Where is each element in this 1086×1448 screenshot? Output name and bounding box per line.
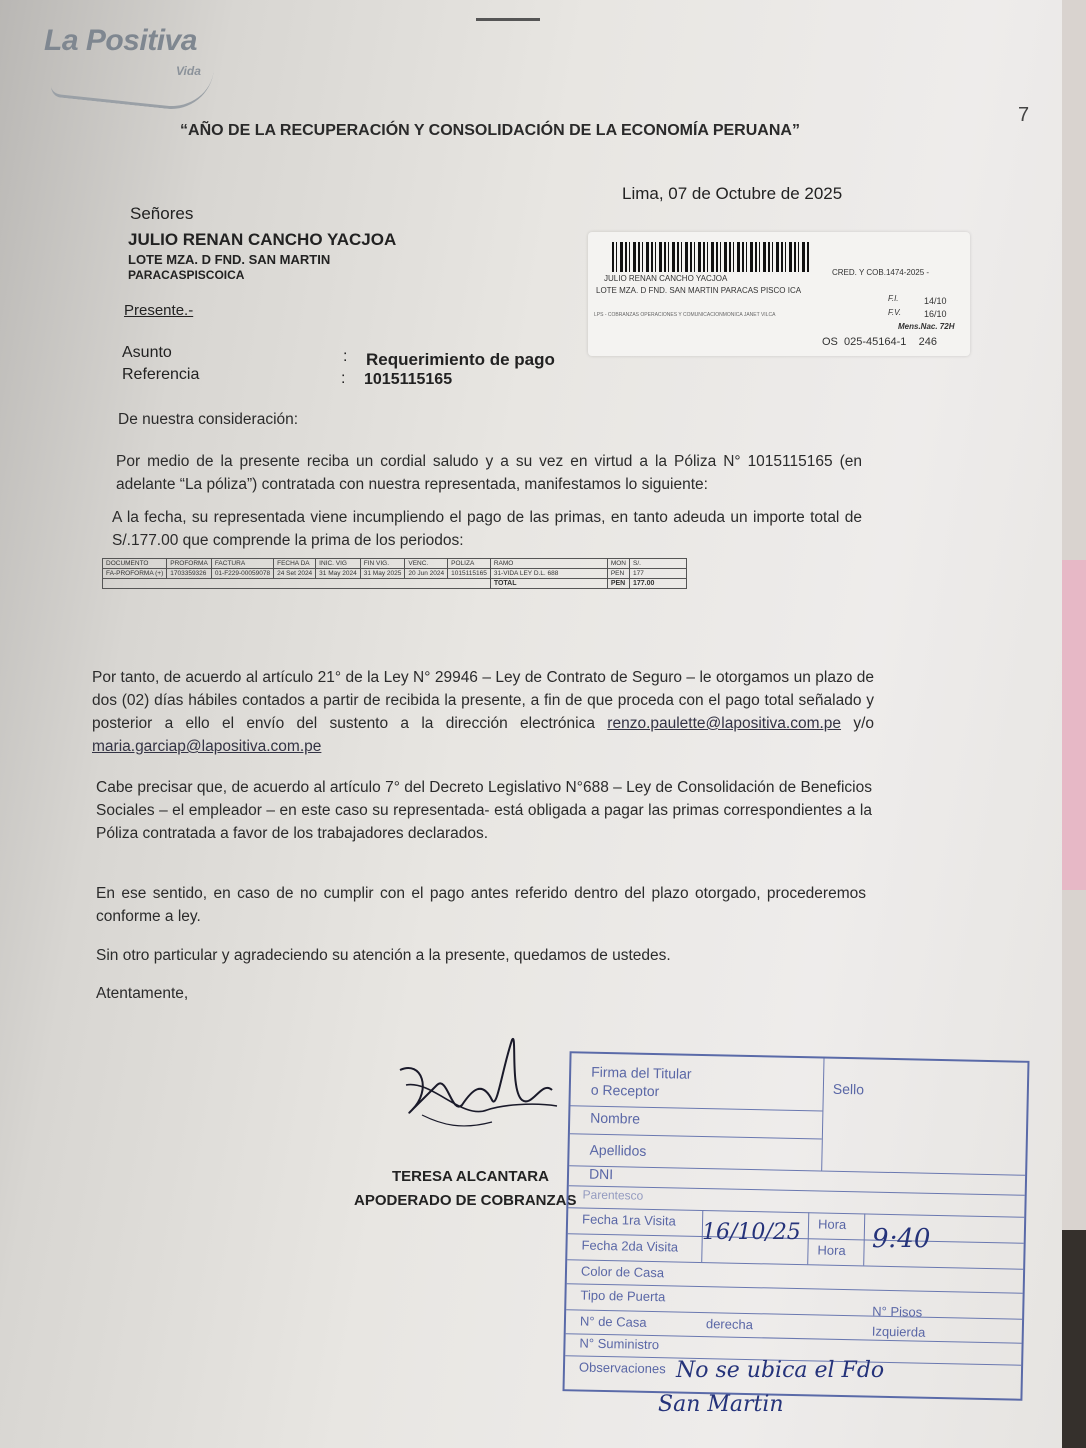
handwritten-observation-2: San Martin	[658, 1392, 784, 1417]
handwritten-date: 16/10/25	[702, 1220, 801, 1245]
table-row	[103, 569, 687, 579]
label-os: OS 025-45164-1 246	[822, 336, 937, 348]
closing: Atentamente,	[96, 985, 189, 1002]
background-pink-strip	[1062, 560, 1086, 890]
label-mens: Mens.Nac. 72H	[898, 322, 955, 331]
stamp-line	[570, 1133, 822, 1139]
stamp-hora-1: Hora	[817, 1216, 847, 1233]
paragraph-6: Sin otro particular y agradeciendo su atención a la presente, quedamos de ustedes.	[96, 947, 671, 964]
total-row	[103, 579, 687, 589]
cell-ramo: 31-VIDA LEY D.L. 688	[490, 569, 607, 579]
paragraph-1: Por medio de la presente reciba un cordial saludo y a su vez en virtud a la Póliza N° 1015115165 (en adelante “La póliza”) contratada con nuestra representada, manifestamos lo siguiente:	[116, 453, 862, 493]
label-dept: LPS - COBRANZAS OPERACIONES Y COMUNICACIONMONICA JANET VILCA	[594, 312, 776, 318]
top-dash-mark	[476, 18, 540, 21]
th-ramo: RAMO	[490, 559, 607, 569]
stamp-derecha: derecha	[705, 1316, 754, 1333]
stamp-dni: DNI	[588, 1165, 614, 1183]
stamp-apellidos: Apellidos	[589, 1141, 647, 1159]
paragraph-2: A la fecha, su representada viene incumpliendo el pago de las primas, en tanto adeuda un importe total de S/.177.00 que comprende la prima de los periodos:	[112, 509, 862, 549]
th-mon: MON	[607, 559, 629, 569]
signer-name: TERESA ALCANTARA	[392, 1168, 549, 1185]
cell-fecha: 24 Set 2024	[274, 569, 316, 579]
signer-role: APODERADO DE COBRANZAS	[354, 1192, 577, 1209]
company-logo: La Positiva	[44, 24, 197, 57]
asunto-label: Asunto	[122, 344, 172, 361]
label-cred: CRED. Y COB.1474-2025 -	[832, 268, 930, 277]
stamp-fecha-2: Fecha 2da Visita	[581, 1237, 679, 1255]
label-fi: 14/10	[924, 296, 947, 306]
email-link-2[interactable]: maria.garciap@lapositiva.com.pe	[92, 738, 322, 755]
th-fin-vig: FIN VIG.	[360, 559, 405, 569]
stamp-parentesco: Parentesco	[582, 1187, 644, 1203]
background-dark-strip	[1062, 1230, 1086, 1448]
stamp-hora-2: Hora	[817, 1242, 846, 1259]
referencia-value: 1015115165	[364, 371, 453, 388]
total-mon: PEN	[607, 579, 629, 589]
debt-table	[102, 558, 687, 589]
total-label: TOTAL	[490, 579, 607, 589]
stamp-pisos: N° Pisos	[872, 1303, 923, 1320]
handwritten-observation-1: No se ubica el Fdo	[676, 1358, 885, 1383]
label-fi-label: F.I.	[888, 294, 899, 303]
asunto-value: Requerimiento de pago	[366, 350, 555, 369]
th-inic-vig: INIC. VIG	[316, 559, 361, 569]
paragraph-3	[92, 666, 874, 758]
total-value: 177.00	[630, 579, 687, 589]
email-separator: y/o	[841, 715, 875, 732]
cell-factura: 01-F229-00059078	[211, 569, 273, 579]
stamp-ncasa: N° de Casa	[579, 1313, 647, 1330]
referencia-label: Referencia	[122, 366, 200, 383]
salutation: Señores	[130, 204, 194, 223]
letter-date: Lima, 07 de Octubre de 2025	[622, 184, 843, 203]
stamp-sello: Sello	[832, 1080, 865, 1098]
stamp-observaciones: Observaciones	[578, 1359, 666, 1377]
recipient-address-2: PARACASPISCOICA	[128, 268, 245, 282]
company-logo-sub: Vida	[176, 64, 201, 78]
th-fecha: FECHA DA	[274, 559, 316, 569]
handwritten-time: 9:40	[872, 1224, 931, 1254]
cell-mon: PEN	[607, 569, 629, 579]
presente-label: Presente.-	[124, 302, 194, 319]
barcode-icon	[612, 242, 810, 272]
stamp-fecha-1: Fecha 1ra Visita	[581, 1211, 676, 1229]
email-link-1[interactable]: renzo.paulette@lapositiva.com.pe	[607, 715, 842, 732]
stamp-tipo: Tipo de Puerta	[580, 1287, 666, 1305]
label-fv-label: F.V.	[888, 308, 902, 317]
th-poliza: POLIZA	[448, 559, 491, 569]
asunto-colon: :	[343, 348, 348, 365]
recipient-address-1: LOTE MZA. D FND. SAN MARTIN	[128, 252, 331, 267]
th-amount: S/.	[630, 559, 687, 569]
stamp-line	[569, 1165, 1025, 1176]
stamp-receptor: o Receptor	[590, 1081, 660, 1100]
th-factura: FACTURA	[211, 559, 273, 569]
year-title: “AÑO DE LA RECUPERACIÓN Y CONSOLIDACIÓN DE LA ECONOMÍA PERUANA”	[180, 122, 800, 139]
cell-documento: FA-PROFORMA (+)	[103, 569, 167, 579]
label-name: JULIO RENAN CANCHO YACJOA	[604, 274, 728, 283]
stamp-izquierda: Izquierda	[871, 1323, 926, 1340]
cell-proforma: 1703359326	[167, 569, 212, 579]
paragraph-5: En ese sentido, en caso de no cumplir con el pago antes referido dentro del plazo otorgado, procederemos conforme a ley.	[96, 885, 866, 925]
stamp-nombre: Nombre	[590, 1109, 641, 1127]
th-venc: VENC.	[405, 559, 448, 569]
cell-poliza: 1015115165	[448, 569, 491, 579]
recipient-name: JULIO RENAN CANCHO YACJOA	[128, 230, 397, 249]
page-mark: 7	[1018, 104, 1030, 126]
debt-table-header	[103, 559, 687, 569]
referencia-colon: :	[341, 370, 346, 387]
stamp-suministro: N° Suministro	[579, 1335, 660, 1353]
cell-fin-vig: 31 May 2025	[360, 569, 405, 579]
paragraph-4: Cabe precisar que, de acuerdo al artículo 7° del Decreto Legislativo N°688 – Ley de Consolidación de Beneficios Sociales – el empleador – en este caso su representada- está obligada a pagar las primas correspondientes a la Póliza contratada a favor de los trabajadores declarados.	[96, 779, 872, 842]
stamp-color: Color de Casa	[580, 1263, 665, 1281]
stamp-divider	[821, 1059, 824, 1171]
paragraph-3-text: Por tanto, de acuerdo al artículo 21° de la Ley N° 29946 – Ley de Contrato de Seguro – le otorgamos un plazo de dos (02) días hábiles contados a partir de recibida la presente, a fin de que proceda con el pago total señalado y posterior a ello el envío del sustento a la dirección electrónica	[92, 669, 874, 732]
signature-icon	[392, 1030, 562, 1140]
th-documento: DOCUMENTO	[103, 559, 167, 569]
label-address: LOTE MZA. D FND. SAN MARTIN PARACAS PISCO ICA	[596, 286, 802, 295]
greeting: De nuestra consideración:	[118, 411, 299, 428]
cell-amount: 177	[630, 569, 687, 579]
label-fv: 16/10	[924, 309, 947, 319]
cell-venc: 20 Jun 2024	[405, 569, 448, 579]
th-proforma: PROFORMA	[167, 559, 212, 569]
cell-inic-vig: 31 May 2024	[316, 569, 361, 579]
stamp-firma: Firma del Titular	[591, 1063, 692, 1082]
